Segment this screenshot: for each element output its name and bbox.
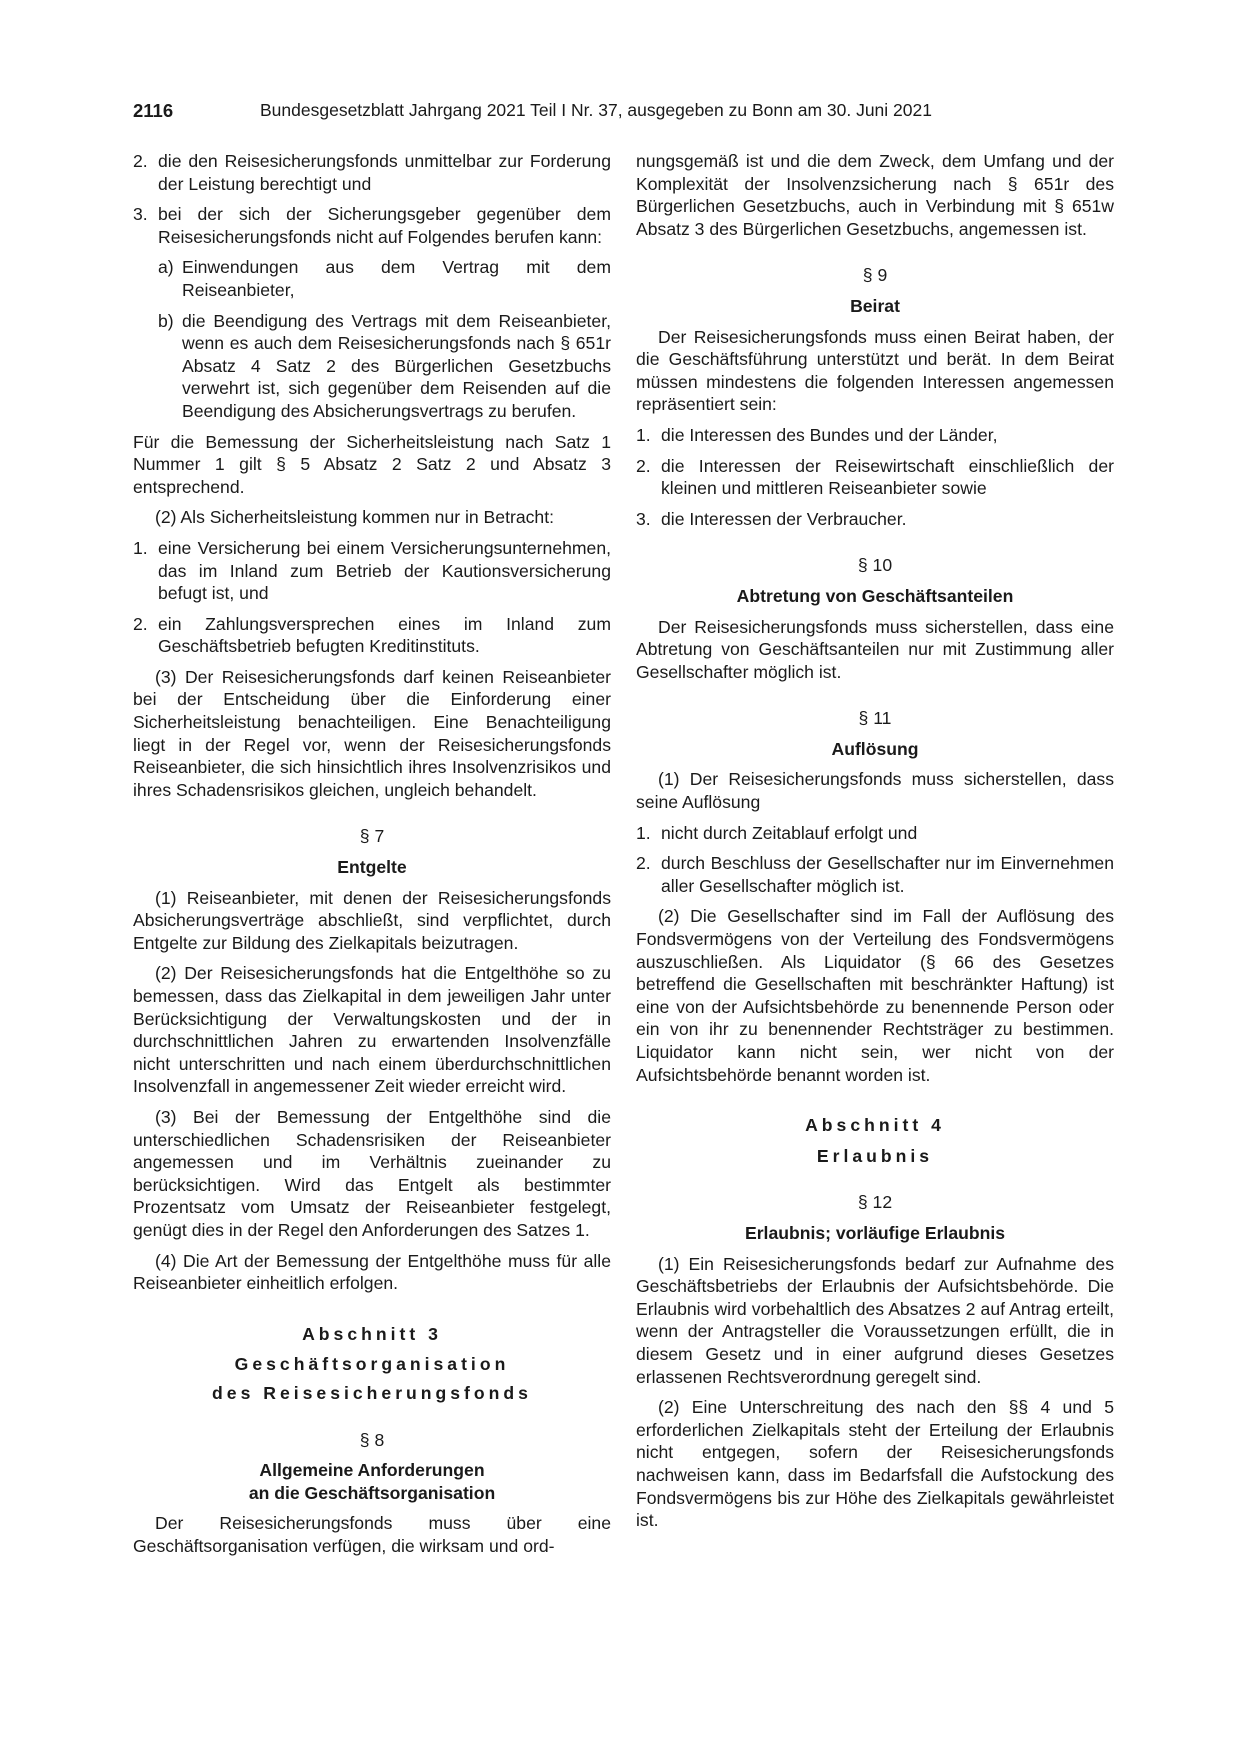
- item-text: die Interessen der Reisewirtschaft einschließlich der kleinen und mittleren Reiseanbieter sowie: [661, 455, 1114, 499]
- chapter-title: des Reisesicherungsfonds: [212, 1382, 532, 1403]
- paragraph: Der Reisesicherungsfonds muss über eine Geschäftsorganisation verfügen, die wirksam und ord-: [133, 1513, 611, 1556]
- section-title: Allgemeine Anforderungen: [259, 1460, 485, 1481]
- list-item: [636, 455, 1114, 500]
- item-number: 2.: [636, 853, 651, 874]
- chapter-label: Abschnitt 4: [805, 1115, 945, 1136]
- item-text: Einwendungen aus dem Vertrag mit dem Reiseanbieter,: [182, 257, 611, 300]
- section-title: Erlaubnis; vorläufige Erlaubnis: [744, 1222, 1006, 1243]
- section-number: § 10: [857, 555, 893, 576]
- paragraph: Der Reisesicherungsfonds muss einen Beirat haben, der die Geschäftsführung unterstützt und berät. In dem Beirat müssen mindestens die folgenden Interessen angemessen repräsentiert sein:: [636, 326, 1114, 415]
- paragraph: Der Reisesicherungsfonds muss sicherstellen, dass eine Abtretung von Geschäftsanteilen nur mit Zustimmung aller Gesellschafter möglich ist.: [636, 616, 1114, 682]
- list-item: [636, 424, 1114, 447]
- paragraph: (4) Die Art der Bemessung der Entgelthöhe muss für alle Reiseanbieter einheitlich erfolgen.: [133, 1250, 611, 1294]
- chapter-title: Erlaubnis: [816, 1145, 934, 1166]
- paragraph: (2) Als Sicherheitsleistung kommen nur in Betracht:: [155, 507, 554, 528]
- list-item: [636, 852, 1114, 897]
- item-number: 1.: [636, 424, 651, 445]
- item-letter: b): [158, 310, 174, 331]
- list-item: [636, 822, 1114, 845]
- item-text: die Interessen des Bundes und der Länder,: [661, 424, 998, 445]
- item-number: 1.: [133, 537, 148, 558]
- section-title: Abtretung von Geschäftsanteilen: [736, 585, 1014, 606]
- paragraph: (2) Die Gesellschafter sind im Fall der Auflösung des Fondsvermögens von der Verteilung des Fondsvermögens auszuschließen. Als Liquidator (§ 66 des Gesetzes betreffend die Gesellschaften mit beschränkter Haftung) ist eine von der Aufsichtsbehörde zu benennende Person oder ein von ihr zu benennender Rechtsträger zu bestimmen. Liquidator kann nicht sein, wer nicht von der Aufsichtsbehörde benannt worden ist.: [636, 906, 1114, 1085]
- item-text: die den Reisesicherungsfonds unmittelbar zur Forderung der Leistung berechtigt und: [158, 151, 611, 194]
- list-item: [133, 537, 611, 605]
- list-item: [636, 508, 1114, 531]
- right-column: [636, 150, 1114, 1540]
- item-text: die Beendigung des Vertrags mit dem Reiseanbieter, wenn es auch dem Reisesicherungsfonds nach § 651r Absatz 4 Satz 2 des Bürgerlichen Gesetzbuchs verwehrt ist, sich gegenüber dem Reisenden auf die Beendigung des Absicherungsvertrags zu berufen.: [182, 310, 611, 421]
- section-title: Auflösung: [831, 738, 919, 759]
- section-number: § 9: [862, 265, 888, 286]
- paragraph: (2) Der Reisesicherungsfonds hat die Entgelthöhe so zu bemessen, dass das Zielkapital in dem jeweiligen Jahr unter Berücksichtigung der Verwaltungskosten und der in durchschnittlichen Jahren zu erwartenden Insolvenzfälle nicht unterschritten und nach einem überdurchschnittlichen Insolvenzfall in angemessener Zeit wieder erreicht wird.: [133, 963, 611, 1097]
- paragraph: nungsgemäß ist und die dem Zweck, dem Umfang und der Komplexität der Insolvenzsicherung nach § 651r des Bürgerlichen Gesetzbuchs, auch in Verbindung mit § 651w Absatz 3 des Bürgerlichen Gesetzbuchs, angemessen ist.: [636, 151, 1114, 239]
- running-title: Bundesgesetzblatt Jahrgang 2021 Teil I Nr. 37, ausgegeben zu Bonn am 30. Juni 2021: [260, 100, 932, 120]
- item-text: eine Versicherung bei einem Versicherungsunternehmen, das im Inland zum Betrieb der Kautionsversicherung befugt ist, und: [158, 537, 611, 604]
- paragraph: (3) Der Reisesicherungsfonds darf keinen Reiseanbieter bei der Entscheidung über die Einforderung einer Sicherheitsleistung benachteiligen. Eine Benachteiligung liegt in der Regel vor, wenn der Reisesicherungsfonds Reiseanbieter, die sich hinsichtlich ihres Insolvenzrisikos und ihres Schadensrisikos gleichen, ungleich behandelt.: [133, 666, 611, 800]
- section-title: Beirat: [850, 295, 900, 316]
- item-text: nicht durch Zeitablauf erfolgt und: [661, 822, 918, 843]
- item-text: bei der sich der Sicherungsgeber gegenüber dem Reisesicherungsfonds nicht auf Folgendes berufen kann:: [158, 204, 611, 247]
- item-number: 2.: [636, 455, 651, 476]
- list-item: [133, 613, 611, 658]
- chapter-label: Abschnitt 3: [302, 1323, 442, 1344]
- item-text: die Interessen der Verbraucher.: [661, 508, 907, 529]
- paragraph: (1) Der Reisesicherungsfonds muss sicherstellen, dass seine Auflösung: [636, 769, 1114, 813]
- section-title: Entgelte: [337, 857, 407, 878]
- page-number: 2116: [133, 100, 174, 121]
- paragraph: (1) Ein Reisesicherungsfonds bedarf zur Aufnahme des Geschäftsbetriebs der Erlaubnis der Aufsichtsbehörde. Die Erlaubnis wird vorbehaltlich des Absatzes 2 auf Antrag erteilt, wenn der Antragsteller die Voraussetzungen erfüllt, die in diesem Gesetz und in einer aufgrund dieses Gesetzes erlassenen Rechtsverordnung geregelt sind.: [636, 1253, 1114, 1387]
- page-header: [133, 100, 993, 126]
- paragraph: (3) Bei der Bemessung der Entgelthöhe sind die unterschiedlichen Schadensrisiken der Reiseanbieter angemessen und im Verhältnis zueinander zu berücksichtigen. Wird das Entgelt als bestimmter Prozentsatz vom Umsatz der Reiseanbieter festgelegt, genügt dies in der Regel den Anforderungen des Satzes 1.: [133, 1106, 611, 1240]
- section-title: an die Geschäftsorganisation: [248, 1482, 496, 1503]
- section-number: § 12: [857, 1192, 893, 1213]
- section-number: § 8: [359, 1429, 385, 1450]
- list-item: [133, 150, 611, 195]
- chapter-title: Geschäftsorganisation: [234, 1354, 510, 1375]
- item-number: 2.: [133, 151, 148, 171]
- item-text: ein Zahlungsversprechen eines im Inland zum Geschäftsbetrieb befugten Kreditinstituts.: [158, 613, 611, 657]
- item-number: 2.: [133, 613, 148, 634]
- left-column: [133, 150, 611, 1565]
- item-letter: a): [158, 257, 174, 278]
- paragraph: (2) Eine Unterschreitung des nach den §§ 4 und 5 erforderlichen Zielkapitals steht der Erteilung der Erlaubnis nicht entgegen, sofern der Reisesicherungsfonds nachweisen kann, dass im Bedarfsfall die Aufstockung des Fondsvermögens bis zur Höhe des Zielkapitals gewährleistet ist.: [636, 1397, 1114, 1531]
- sub-list-item: [158, 256, 611, 301]
- paragraph: Für die Bemessung der Sicherheitsleistung nach Satz 1 Nummer 1 gilt § 5 Absatz 2 Satz 2 und Absatz 3 entsprechend.: [133, 431, 611, 497]
- item-number: 3.: [636, 508, 651, 529]
- sub-list-item: [158, 310, 611, 423]
- item-text: durch Beschluss der Gesellschafter nur im Einvernehmen aller Gesellschafter möglich ist.: [661, 853, 1114, 896]
- section-number: § 7: [359, 826, 385, 847]
- item-number: 1.: [636, 822, 651, 843]
- list-item: [133, 203, 611, 248]
- item-number: 3.: [133, 204, 148, 225]
- section-number: § 11: [858, 708, 892, 729]
- paragraph: (1) Reiseanbieter, mit denen der Reisesicherungsfonds Absicherungsverträge abschließt, sind verpflichtet, durch Entgelte zur Bildung des Zielkapitals beizutragen.: [133, 887, 611, 953]
